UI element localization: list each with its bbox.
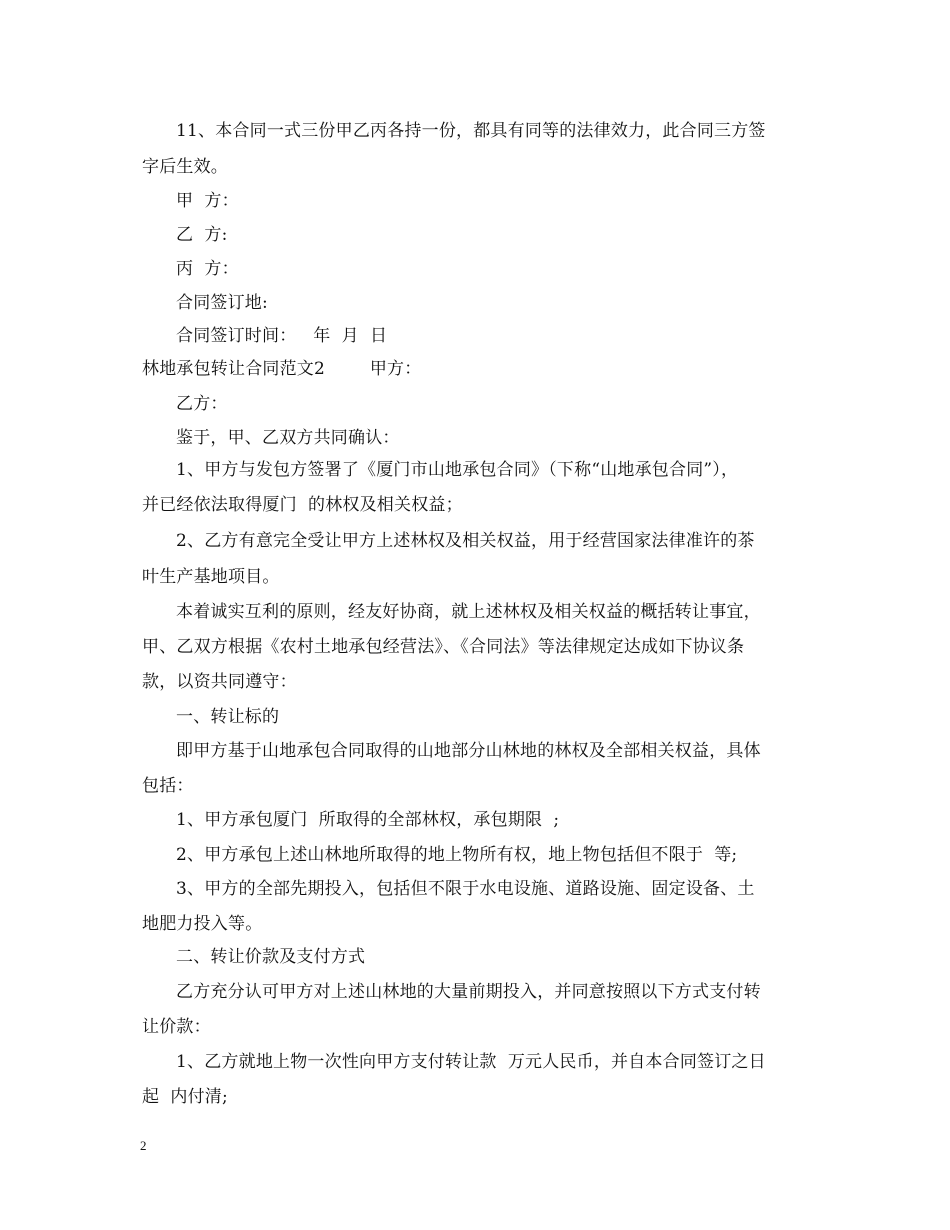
paragraph-line: 2、乙方有意完全受让甲方上述林权及相关权益，用于经营国家法律准许的茶 [176,531,755,551]
signatory-party-b: 乙 方: [176,225,228,245]
paragraph-line: 款，以资共同遵守： [142,672,297,692]
paragraph-line: 1、甲方与发包方签署了《厦门市山地承包合同》（下称“山地承包合同”）， [176,460,739,480]
section-heading: 一、转让标的 [176,707,280,727]
page-number: 2 [140,1138,147,1153]
paragraph-line: 本着诚实互利的原则，经友好协商，就上述林权及相关权益的概括转让事宜， [176,602,761,622]
paragraph-line: 鉴于，甲、乙双方共同确认： [176,428,400,448]
paragraph-line: 乙方充分认可甲方对上述山林地的大量前期投入，并同意按照以下方式支付转 [176,982,761,1002]
paragraph-line: 地肥力投入等。 [142,914,263,934]
paragraph-line: 即甲方基于山地承包合同取得的山地部分山林地的林权及全部相关权益，具体 [176,741,761,761]
paragraph-line: 并已经依法取得厦门 的林权及相关权益； [142,495,463,515]
paragraph-line: 字后生效。 [142,157,228,177]
paragraph-line: 叶生产基地项目。 [142,567,280,587]
paragraph-line: 1、乙方就地上物一次性向甲方支付转让款 万元人民币，并自本合同签订之日 [176,1052,766,1072]
signing-place: 合同签订地: [176,293,268,313]
paragraph-line: 让价款： [142,1017,211,1037]
paragraph-line: 包括： [142,776,194,796]
signatory-party-c: 丙 方： [176,259,239,279]
paragraph-line: 11、本合同一式三份甲乙丙各持一份，都具有同等的法律效力，此合同三方签 [176,121,766,141]
paragraph-line: 甲、乙双方根据《农村土地承包经营法》、《合同法》等法律规定达成如下协议条 [142,637,745,657]
paragraph-line: 1、甲方承包厦门 所取得的全部林权，承包期限 ; [176,810,560,830]
paragraph-line: 起 内付清; [142,1087,228,1107]
signing-date: 合同签订时间： 年 月 日 [176,326,388,346]
section-title: 林地承包转让合同范文2 甲方： [142,359,422,379]
section-heading: 二、转让价款及支付方式 [176,947,366,967]
paragraph-line: 乙方： [176,394,228,414]
paragraph-line: 2、甲方承包上述山林地所取得的地上物所有权，地上物包括但不限于 等; [176,845,738,865]
signatory-party-a: 甲 方： [176,191,239,211]
paragraph-line: 3、甲方的全部先期投入，包括但不限于水电设施、道路设施、固定设备、土 [176,879,755,899]
